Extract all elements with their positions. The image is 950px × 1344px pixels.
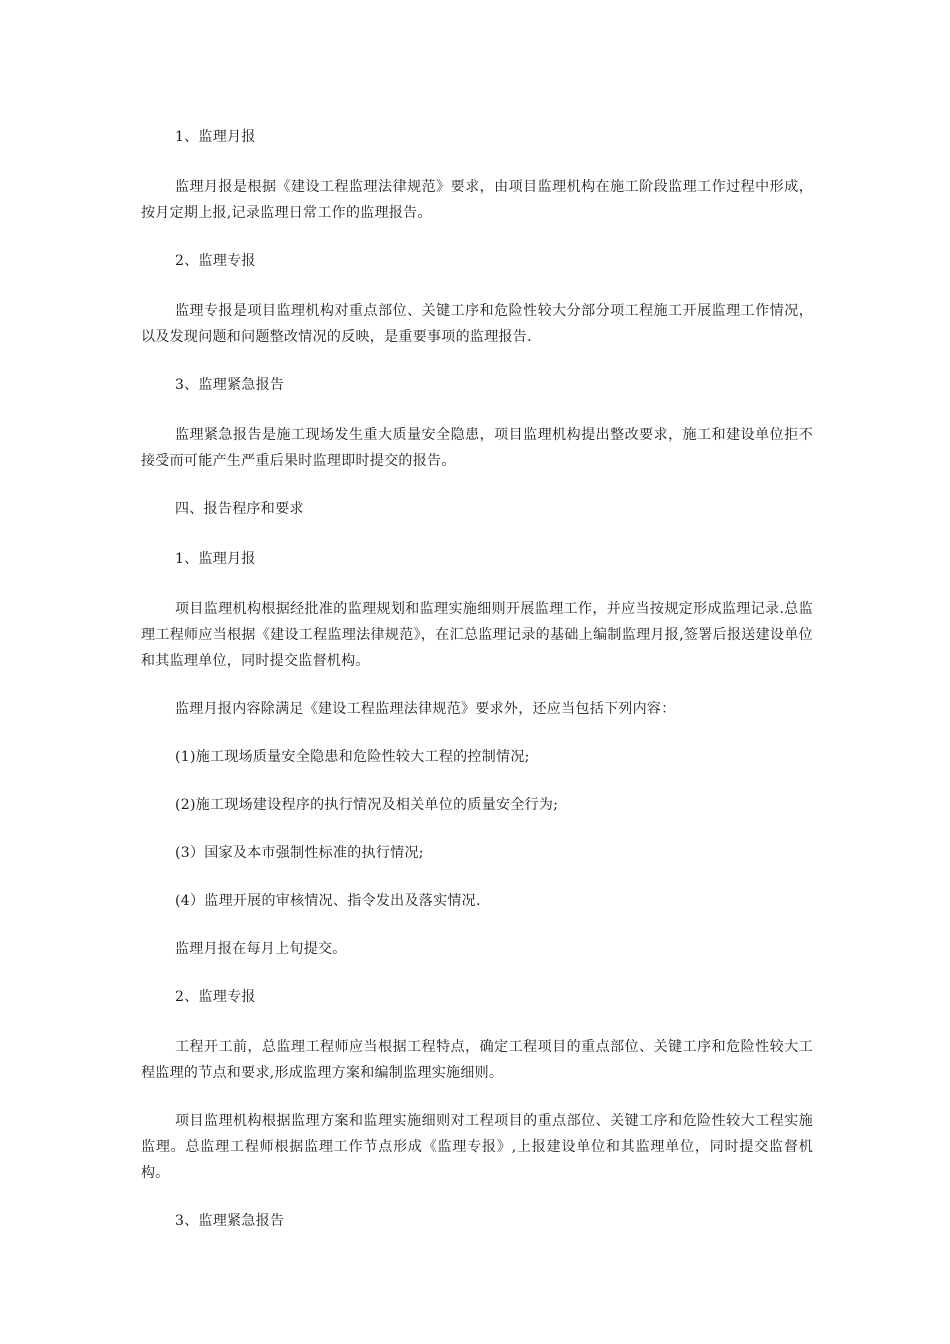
section-heading-special-report-procedure: 2、监理专报: [175, 989, 256, 1005]
paragraph-monthly-report-definition: 监理月报是根据《建设工程监理法律规范》要求，由项目监理机构在施工阶段监理工作过程中形成，按月定期上报,记录监理日常工作的监理报告。: [141, 179, 813, 221]
paragraph-special-report-submission: 项目监理机构根据监理方案和监理实施细则对工程项目的重点部位、关键工序和危险性较大工程实施监理。总监理工程师根据监理工作节点形成《监理专报》,上报建设单位和其监理单位，同时提交监督机构。: [141, 1113, 813, 1181]
paragraph-special-report-preparation: 工程开工前，总监理工程师应当根据工程特点，确定工程项目的重点部位、关键工序和危险性较大工程监理的节点和要求,形成监理方案和编制监理实施细则。: [141, 1039, 813, 1081]
chapter-heading-procedures: 四、报告程序和要求: [175, 501, 304, 517]
paragraph-monthly-report-content-intro: 监理月报内容除满足《建设工程监理法律规范》要求外，还应当包括下列内容：: [175, 701, 676, 717]
section-heading-special-report: 2、监理专报: [175, 253, 256, 269]
section-heading-monthly-report: 1、监理月报: [175, 129, 256, 145]
paragraph-monthly-report-deadline: 监理月报在每月上旬提交。: [175, 941, 347, 957]
paragraph-special-report-definition: 监理专报是项目监理机构对重点部位、关键工序和危险性较大分部分项工程施工开展监理工作情况，以及发现问题和问题整改情况的反映，是重要事项的监理报告.: [141, 303, 813, 345]
paragraph-emergency-report-definition: 监理紧急报告是施工现场发生重大质量安全隐患，项目监理机构提出整改要求，施工和建设单位拒不接受而可能产生严重后果时监理即时提交的报告。: [141, 427, 813, 469]
paragraph-monthly-report-procedure: 项目监理机构根据经批准的监理规划和监理实施细则开展监理工作，并应当按规定形成监理记录.总监理工程师应当根据《建设工程监理法律规范》，在汇总监理记录的基础上编制监理月报,签署后报送建设单位和其监理单位，同时提交监督机构。: [141, 601, 813, 669]
list-item-content-1: (1)施工现场质量安全隐患和危险性较大工程的控制情况;: [175, 749, 530, 765]
list-item-content-4: (4）监理开展的审核情况、指令发出及落实情况.: [175, 893, 481, 909]
section-heading-monthly-report-procedure: 1、监理月报: [175, 551, 256, 567]
list-item-content-2: (2)施工现场建设程序的执行情况及相关单位的质量安全行为;: [175, 797, 559, 813]
section-heading-emergency-report-procedure: 3、监理紧急报告: [175, 1213, 285, 1229]
list-item-content-3: (3）国家及本市强制性标准的执行情况;: [175, 845, 424, 861]
document-page: [141, 124, 813, 1258]
section-heading-emergency-report: 3、监理紧急报告: [175, 377, 285, 393]
